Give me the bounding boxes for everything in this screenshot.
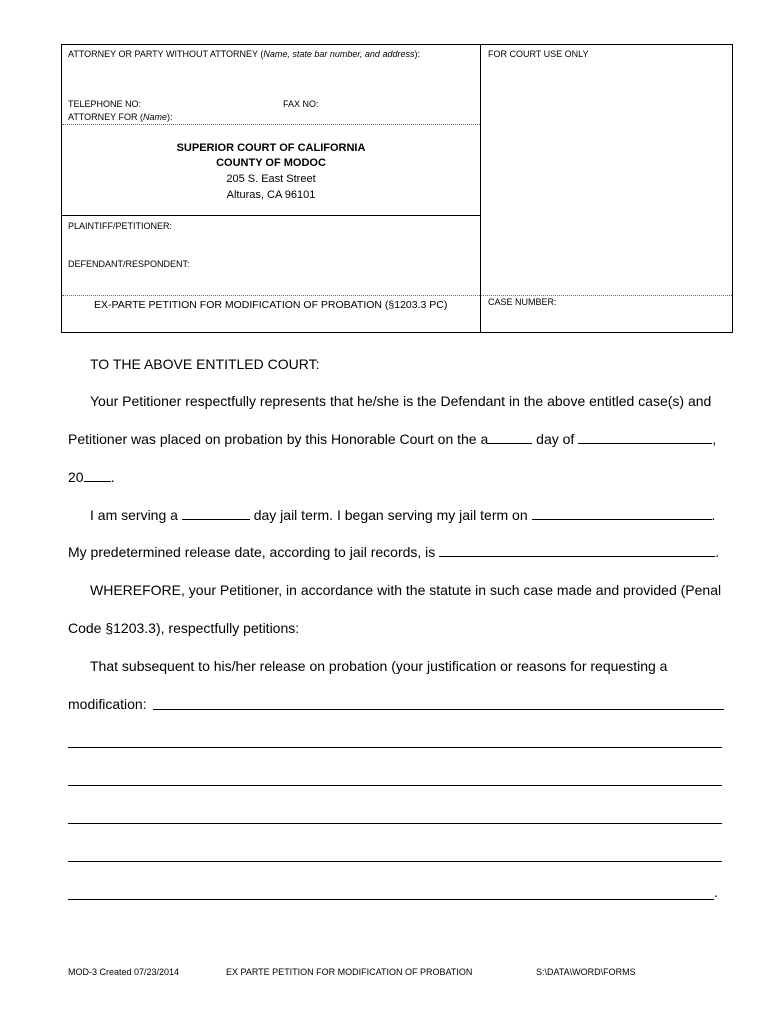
final-period: .: [714, 884, 718, 900]
court-name-line-2: COUNTY OF MODOC: [216, 157, 326, 169]
p2-text-b: day jail term. I began serving my jail term on: [249, 507, 532, 523]
modification-reason-line-2[interactable]: [68, 747, 722, 748]
court-street: 205 S. East Street: [226, 173, 316, 185]
probation-month-blank[interactable]: [578, 431, 712, 444]
court-city: Alturas, CA 96101: [226, 189, 316, 201]
attorney-for-text: ATTORNEY FOR (: [68, 112, 144, 122]
modification-reason-line-3[interactable]: [68, 785, 722, 786]
case-number-label: CASE NUMBER:: [488, 297, 557, 307]
modification-reason-line-1[interactable]: [153, 709, 724, 710]
attorney-label-end: ):: [414, 49, 420, 59]
attorney-label-italic: Name, state bar number, and address: [263, 49, 415, 59]
attorney-for-italic: Name: [143, 112, 168, 122]
release-date-blank[interactable]: [439, 544, 715, 557]
attorney-for-end: ):: [167, 112, 173, 122]
footer-form-name: EX PARTE PETITION FOR MODIFICATION OF PROBATION: [226, 967, 473, 977]
jail-start-date-blank[interactable]: [532, 507, 712, 520]
footer-form-id: MOD-3 Created 07/23/2014: [68, 967, 180, 977]
modification-reason-line-6[interactable]: [68, 899, 714, 900]
paragraph-1-line-1: Your Petitioner respectfully represents that he/she is the Defendant in the above entitled case(s) and: [90, 393, 712, 409]
p2-period: .: [711, 507, 716, 523]
modification-reason-line-5[interactable]: [68, 861, 722, 862]
paragraph-1-line-3: [68, 469, 114, 485]
attorney-for-label: [68, 112, 173, 122]
paragraph-1-line-2: [68, 431, 716, 447]
attorney-label: [68, 49, 420, 59]
p2-text-a: I am serving a: [90, 507, 182, 523]
form-title: EX-PARTE PETITION FOR MODIFICATION OF PROBATION (§1203.3 PC): [94, 299, 448, 311]
plaintiff-label: PLAINTIFF/PETITIONER:: [68, 221, 173, 231]
modification-reason-line-4[interactable]: [68, 823, 722, 824]
salutation: TO THE ABOVE ENTITLED COURT:: [90, 356, 320, 372]
p1-line2-text-a: Petitioner was placed on probation by this Honorable Court on the a: [68, 431, 489, 447]
modification-label: modification:: [68, 696, 147, 712]
p1-line2-text-b: day of: [532, 431, 579, 447]
p1-line3-year-prefix: 20: [68, 469, 84, 485]
telephone-label: TELEPHONE NO:: [68, 99, 142, 109]
paragraph-5-line-2: [68, 696, 147, 712]
court-name-line-1: SUPERIOR COURT OF CALIFORNIA: [176, 142, 366, 154]
jail-term-days-blank[interactable]: [182, 507, 250, 520]
defendant-label: DEFENDANT/RESPONDENT:: [68, 259, 190, 269]
p3-period: .: [715, 544, 720, 560]
p1-line2-comma: ,: [712, 431, 717, 447]
paragraph-4-line-2: Code §1203.3), respectfully petitions:: [68, 620, 300, 636]
court-use-label: FOR COURT USE ONLY: [488, 49, 589, 59]
paragraph-3: [68, 544, 719, 560]
paragraph-5-line-1: That subsequent to his/her release on probation (your justification or reasons for requesting a: [90, 658, 668, 674]
probation-year-blank[interactable]: [84, 469, 111, 482]
attorney-label-text: ATTORNEY OR PARTY WITHOUT ATTORNEY (: [68, 49, 264, 59]
footer-path: S:\DATA\WORD\FORMS: [536, 967, 636, 977]
paragraph-2: [90, 507, 715, 523]
fax-label: FAX NO:: [283, 99, 319, 109]
paragraph-4-line-1: WHEREFORE, your Petitioner, in accordance with the statute in such case made and provided (Penal: [90, 582, 722, 598]
p1-line3-period: .: [110, 469, 115, 485]
p3-text-a: My predetermined release date, according to jail records, is: [68, 544, 440, 560]
probation-day-blank[interactable]: [488, 431, 532, 444]
